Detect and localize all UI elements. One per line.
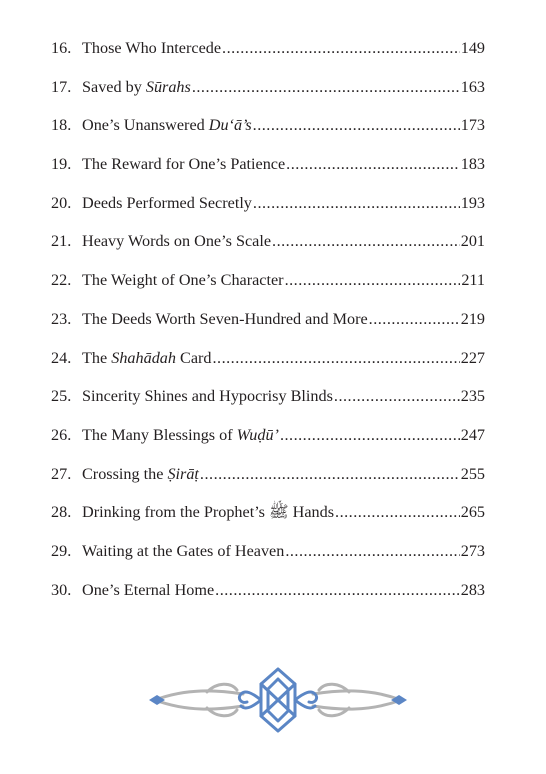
chapter-title: Deeds Performed Secretly bbox=[82, 193, 252, 212]
chapter-number: 20. bbox=[51, 193, 72, 212]
page-number: 227 bbox=[460, 348, 485, 367]
dot-leader bbox=[285, 539, 459, 563]
page-number: 173 bbox=[460, 116, 485, 135]
chapter-title: Waiting at the Gates of Heaven bbox=[82, 541, 285, 560]
chapter-title-italic: Du‘ā’s bbox=[208, 116, 252, 135]
page-number: 219 bbox=[460, 309, 485, 328]
dot-leader bbox=[200, 462, 460, 486]
dot-leader bbox=[280, 423, 460, 447]
chapter-title: The Deeds Worth Seven-Hundred and More bbox=[82, 309, 368, 328]
toc-entry[interactable] bbox=[51, 191, 485, 230]
dot-leader bbox=[192, 75, 460, 99]
page-number: 283 bbox=[460, 580, 485, 599]
toc-entry[interactable] bbox=[51, 578, 485, 617]
toc-entry[interactable] bbox=[51, 113, 485, 152]
toc-entry[interactable] bbox=[51, 229, 485, 268]
page-number: 247 bbox=[460, 425, 485, 444]
page-number: 149 bbox=[460, 39, 485, 57]
chapter-number: 23. bbox=[51, 309, 72, 328]
page-number: 255 bbox=[460, 464, 485, 483]
dot-leader bbox=[285, 268, 461, 292]
chapter-number: 26. bbox=[51, 425, 72, 444]
chapter-number: 27. bbox=[51, 464, 72, 483]
chapter-number: 21. bbox=[51, 232, 72, 251]
chapter-number: 19. bbox=[51, 155, 72, 174]
chapter-title: The Shahādah Card bbox=[82, 348, 212, 367]
chapter-number: 18. bbox=[51, 116, 72, 135]
toc-entry[interactable] bbox=[51, 36, 485, 75]
chapter-title: The Reward for One’s Patience bbox=[82, 155, 286, 174]
decorative-divider-icon bbox=[147, 664, 409, 736]
toc-entry[interactable] bbox=[51, 423, 485, 462]
page-number: 235 bbox=[460, 387, 485, 406]
chapter-title-italic: Sūrahs bbox=[145, 77, 191, 96]
chapter-number: 17. bbox=[51, 77, 72, 96]
dot-leader bbox=[212, 346, 459, 370]
toc-entry[interactable] bbox=[51, 268, 485, 307]
chapter-number: 24. bbox=[51, 348, 72, 367]
dot-leader bbox=[369, 307, 460, 331]
toc-entry[interactable] bbox=[51, 462, 485, 501]
page-number: 273 bbox=[460, 541, 485, 560]
chapter-title: Sincerity Shines and Hypocrisy Blinds bbox=[82, 387, 333, 406]
toc-entry[interactable] bbox=[51, 75, 485, 114]
chapter-title: The Weight of One’s Character bbox=[82, 271, 284, 290]
dot-leader bbox=[286, 152, 460, 176]
chapter-title-italic: Ṣirāṭ bbox=[167, 464, 199, 483]
dot-leader bbox=[215, 578, 460, 602]
chapter-number: 22. bbox=[51, 271, 72, 290]
toc-entry[interactable] bbox=[51, 539, 485, 578]
toc-entry[interactable] bbox=[51, 384, 485, 423]
dot-leader bbox=[253, 113, 460, 137]
chapter-title: Heavy Words on One’s Scale bbox=[82, 232, 272, 251]
page-number: 211 bbox=[461, 271, 485, 290]
page-number: 193 bbox=[460, 193, 485, 212]
dot-leader bbox=[272, 229, 460, 253]
chapter-title: The Many Blessings of Wuḍū’ bbox=[82, 425, 279, 444]
toc-entry[interactable] bbox=[51, 346, 485, 385]
chapter-title: Those Who Intercede bbox=[82, 39, 222, 57]
chapter-number: 16. bbox=[51, 39, 72, 57]
page-number: 265 bbox=[460, 503, 485, 522]
toc-entry[interactable] bbox=[51, 500, 485, 539]
chapter-title-italic: Wuḍū’ bbox=[236, 425, 279, 444]
chapter-title: Drinking from the Prophet’s ﷺ Hands bbox=[82, 503, 335, 522]
table-of-contents bbox=[51, 36, 485, 616]
chapter-number: 29. bbox=[51, 541, 72, 560]
chapter-title: Saved by Sūrahs bbox=[82, 77, 191, 96]
dot-leader bbox=[335, 500, 460, 524]
toc-entry[interactable] bbox=[51, 152, 485, 191]
chapter-title: One’s Eternal Home bbox=[82, 580, 215, 599]
dot-leader bbox=[222, 36, 460, 60]
dot-leader bbox=[253, 191, 460, 215]
page-number: 163 bbox=[460, 77, 485, 96]
dot-leader bbox=[334, 384, 460, 408]
chapter-number: 30. bbox=[51, 580, 72, 599]
toc-entry[interactable] bbox=[51, 307, 485, 346]
chapter-title-italic: Shahādah bbox=[111, 348, 176, 367]
chapter-title: One’s Unanswered Du‘ā’s bbox=[82, 116, 252, 135]
page-number: 183 bbox=[460, 155, 485, 174]
chapter-number: 25. bbox=[51, 387, 72, 406]
page-number: 201 bbox=[460, 232, 485, 251]
chapter-number: 28. bbox=[51, 503, 72, 522]
chapter-title: Crossing the Ṣirāṭ bbox=[82, 464, 199, 483]
